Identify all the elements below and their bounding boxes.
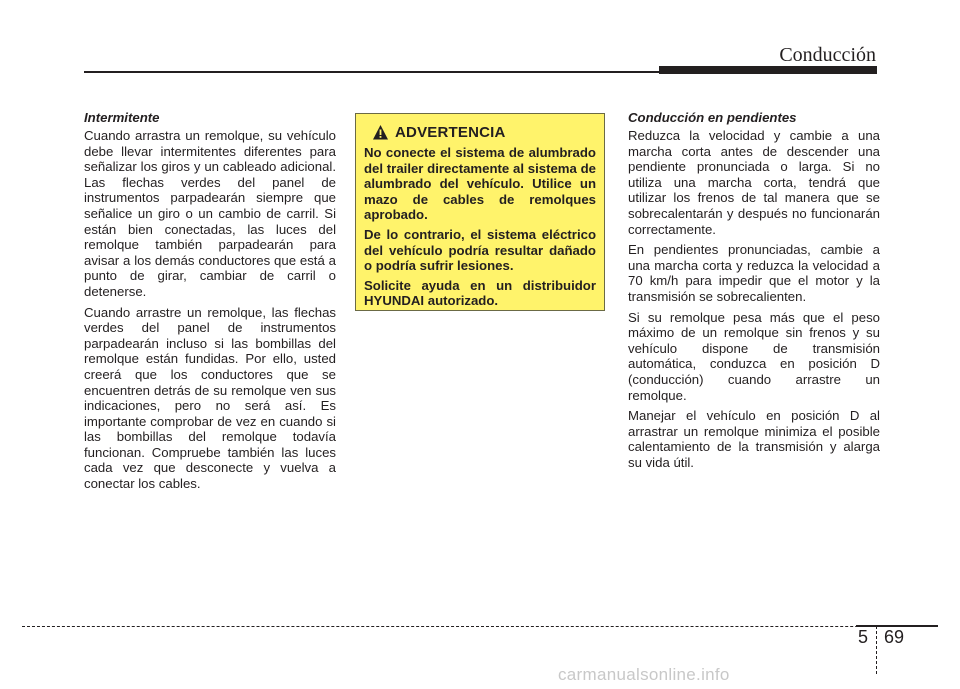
paragraph: Cuando arrastra un remolque, su vehículo debe llevar intermitentes diferentes para señalizar los giros y un cableado adicional. Las flechas verdes del panel de instrumentos parpadearán siempre que señalice un giro o un cambio de carril. Si están bien conectadas, las luces del remolque también parpadearán para avisar a los demás conductores que está a punto de girar, cambiar de carril o detenerse.: [84, 128, 336, 299]
footer-rule: [22, 626, 938, 627]
section-heading-intermitente: Intermitente: [84, 110, 160, 125]
watermark: carmanualsonline.info: [558, 665, 730, 684]
page-number: 69: [884, 627, 905, 647]
warning-paragraph: Solicite ayuda en un distribuidor HYUNDAI autorizado.: [364, 277, 596, 309]
page-number-divider: [876, 626, 877, 674]
warning-box: [355, 113, 605, 311]
paragraph: Reduzca la velocidad y cambie a una marcha corta antes de descender una pendiente pronunciada o larga. Si no utiliza una marcha corta, tendrá que utilizar los frenos de tal manera que se sobrecalentarán y después no funcionarán correctamente.: [628, 128, 880, 237]
warning-paragraph: No conecte el sistema de alumbrado del trailer directamente al sistema de alumbrado del vehículo. Utilice un mazo de cables de remolques aprobado.: [364, 145, 596, 223]
warning-title: ADVERTENCIA: [395, 124, 506, 141]
warning-header: [372, 124, 596, 141]
paragraph: Cuando arrastre un remolque, las flechas verdes del panel de instrumentos parpadearán incluso si las bombillas del remolque están fundidas. Por ello, usted creerá que los conductores que se encuentren detrás de su remolque ven sus indicaciones, pero no será así. Es importante comprobar de vez en cuando si las bombillas del remolque todavía funcionan. Compruebe también las luces cada vez que desconecte y vuelva a conectar los cables.: [84, 304, 336, 492]
section-heading-pendientes: Conducción en pendientes: [628, 110, 797, 125]
paragraph: Manejar el vehículo en posición D al arrastrar un remolque minimiza el posible calentamiento de la transmisión y alarga su vida útil.: [628, 408, 880, 470]
left-column: [84, 110, 336, 497]
header-rule: [84, 71, 662, 73]
header-rule-bold: [659, 66, 877, 74]
paragraph: Si su remolque pesa más que el peso máximo de un remolque sin frenos y su vehículo dispone de transmisión automática, conduzca en posición D (conducción) cuando arrastre un remolque.: [628, 309, 880, 403]
warning-paragraph: De lo contrario, el sistema eléctrico del vehículo podría resultar dañado o podría sufrir lesiones.: [364, 226, 596, 274]
section-number: 5: [858, 627, 869, 647]
right-column: [628, 110, 880, 475]
warning-triangle-icon: [372, 124, 389, 141]
page-title: Conducción: [779, 44, 876, 66]
paragraph: En pendientes pronunciadas, cambie a una marcha corta y reduzca la velocidad a 70 km/h para impedir que el motor y la transmisión se sobrecalienten.: [628, 242, 880, 304]
